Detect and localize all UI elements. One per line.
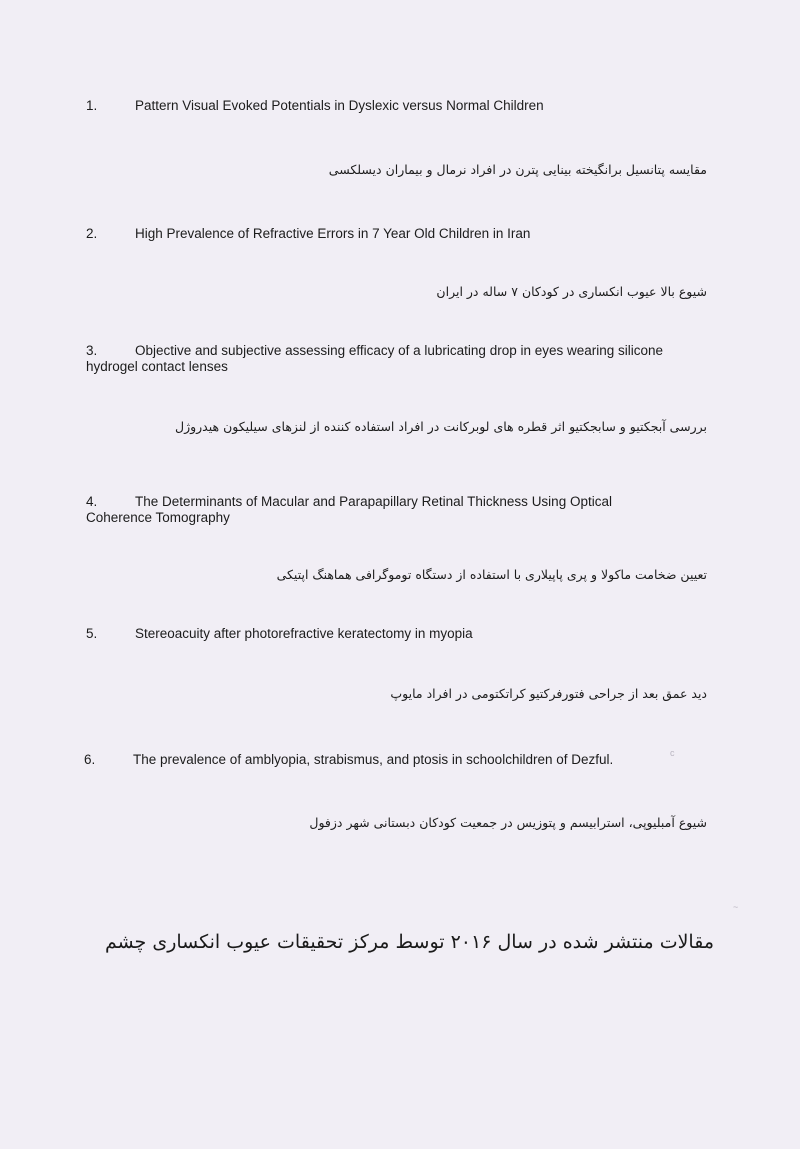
scan-speck-mark: c (670, 748, 675, 758)
article-2-number: 2. (86, 226, 98, 241)
article-6-number: 6. (84, 752, 96, 767)
article-1-title-en (86, 98, 686, 114)
article-3-number: 3. (86, 343, 98, 358)
article-4-title-en (86, 494, 636, 526)
footer-heading: مقالات منتشر شده در سال ۲۰۱۶ توسط مرکز تحقیقات عیوب انکساری چشم (104, 931, 714, 953)
article-4-number: 4. (86, 494, 98, 509)
article-6-title-fa: شیوع آمبلیوپی، استرابیسم و پتوزیس در جمعیت کودکان دبستانی شهر دزفول (309, 815, 707, 830)
article-3-title-fa: بررسی آبجکتیو و سابجکتیو اثر قطره های لوبرکانت در افراد استفاده کننده از لنزهای سیلیکون هیدروژل (174, 419, 707, 434)
article-4-title-fa: تعیین ضخامت ماکولا و پری پاپیلاری با استفاده از دستگاه توموگرافی هماهنگ اپتیکی (276, 567, 707, 582)
article-5-title: Stereoacuity after photorefractive keratectomy in myopia (135, 626, 473, 641)
article-2-title-fa: شیوع بالا عیوب انکساری در کودکان ۷ ساله در ایران (436, 284, 707, 299)
article-1-number: 1. (86, 98, 98, 113)
article-5-title-fa: دید عمق بعد از جراحی فتورفرکتیو کراتکتومی در افراد مایوپ (390, 686, 707, 701)
article-6-title: The prevalence of amblyopia, strabismus, and ptosis in schoolchildren of Dezful. (133, 752, 614, 767)
article-5-title-en (86, 626, 686, 642)
article-1-title: Pattern Visual Evoked Potentials in Dyslexic versus Normal Children (135, 98, 544, 113)
scan-speck-mark: ~ (733, 902, 739, 912)
article-3-title-en (86, 343, 681, 375)
article-4-title: The Determinants of Macular and Parapapillary Retinal Thickness Using Optical Coherence Tomography (86, 494, 612, 525)
article-6-title-en (84, 752, 684, 768)
article-5-number: 5. (86, 626, 98, 641)
article-1-title-fa: مقایسه پتانسیل برانگیخته بینایی پترن در افراد نرمال و بیماران دیسلکسی (328, 162, 707, 177)
article-3-title: Objective and subjective assessing efficacy of a lubricating drop in eyes wearing silicone hydrogel contact lenses (86, 343, 664, 374)
article-2-title-en (86, 226, 686, 242)
article-2-title: High Prevalence of Refractive Errors in 7 Year Old Children in Iran (135, 226, 531, 241)
